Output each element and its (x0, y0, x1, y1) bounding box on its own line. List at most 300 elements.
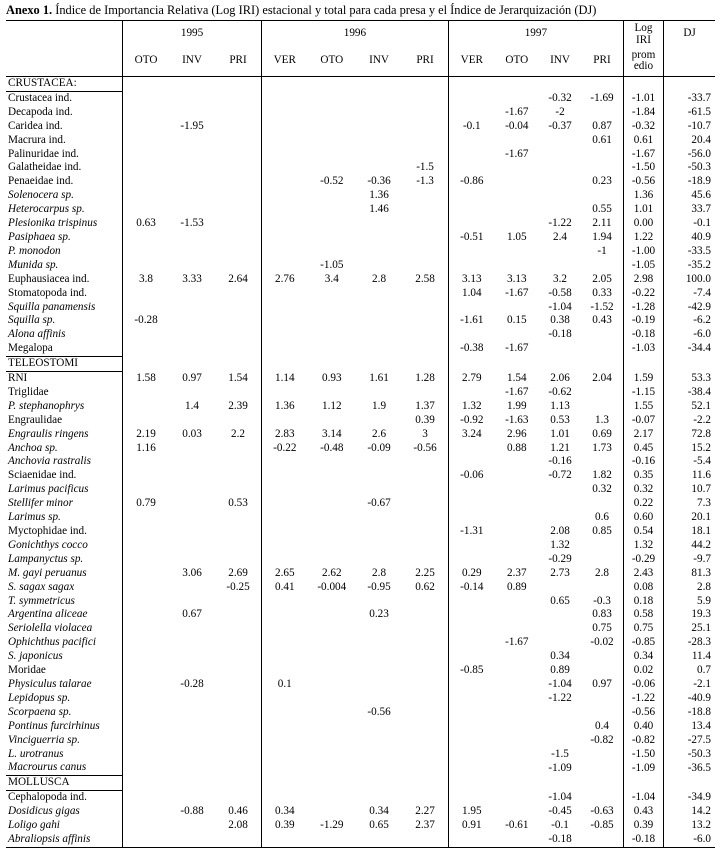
dj-cell: -40.9 (664, 692, 715, 706)
table-row (6, 567, 715, 581)
iri-cell (261, 217, 307, 231)
dj-cell: -5.4 (664, 455, 715, 469)
iri-cell (261, 120, 307, 134)
iri-cell (123, 748, 169, 762)
iri-cell (169, 314, 215, 328)
iri-cell (215, 539, 261, 553)
dj-cell: 13.4 (664, 720, 715, 734)
dj-cell: -0.1 (664, 217, 715, 231)
iri-cell: -0.63 (590, 805, 614, 818)
prey-name: Anchovia rastralis (8, 455, 91, 468)
dj-cell: 11.6 (664, 469, 715, 483)
iri-cell: 2.04 (592, 371, 612, 384)
iri-cell (215, 678, 261, 692)
log-iri-cell: -1.84 (623, 106, 663, 120)
iri-cell (495, 189, 539, 203)
log-iri-cell: -0.16 (623, 455, 663, 469)
iri-cell (261, 386, 307, 400)
iri-cell (308, 148, 356, 162)
log-iri-cell: -1.50 (623, 748, 663, 762)
iri-cell (356, 791, 402, 805)
log-iri-cell: 0.45 (623, 442, 663, 456)
table-row (6, 120, 715, 134)
iri-cell: -0.02 (590, 636, 614, 649)
iri-cell (402, 608, 448, 622)
table-title (6, 3, 596, 18)
table-row (6, 748, 715, 762)
iri-cell (539, 189, 581, 203)
dj-cell: 81.3 (664, 567, 715, 581)
dj-cell: 19.3 (664, 608, 715, 622)
iri-cell: 0.69 (592, 427, 612, 440)
iri-cell (123, 567, 169, 581)
prey-name: Triglidae (8, 385, 49, 398)
iri-cell: 0.97 (182, 371, 202, 384)
iri-cell (261, 664, 307, 678)
iri-cell (261, 483, 307, 497)
iri-cell (581, 400, 623, 414)
iri-cell (402, 217, 448, 231)
iri-cell (123, 581, 169, 595)
iri-cell: -0.04 (505, 119, 529, 132)
iri-cell: 0.63 (123, 217, 169, 231)
prey-name: Squilla sp. (8, 314, 56, 327)
iri-cell: 0.89 (550, 664, 570, 677)
iri-cell (261, 414, 307, 428)
iri-cell: 2.58 (415, 272, 435, 285)
table-row (6, 106, 715, 120)
iri-cell: -0.45 (548, 805, 572, 818)
iri-cell (448, 833, 494, 847)
log-iri-cell: -0.56 (623, 175, 663, 189)
header-row-years (6, 21, 715, 47)
iri-cell (123, 791, 169, 805)
iri-cell (495, 678, 539, 692)
dj-cell: -33.5 (664, 245, 715, 259)
iri-cell (448, 189, 494, 203)
log-iri-cell: -1.28 (623, 301, 663, 315)
iri-cell (215, 706, 261, 720)
table-row (6, 622, 715, 636)
iri-cell (448, 678, 494, 692)
iri-cell (215, 833, 261, 847)
iri-cell (356, 469, 402, 483)
iri-cell: 2.2 (231, 427, 246, 440)
table-row (6, 414, 715, 428)
iri-cell (261, 720, 307, 734)
iri-cell: 1.61 (369, 371, 389, 384)
year-1996: 1996 (261, 21, 448, 47)
table-row (6, 217, 715, 231)
iri-cell (356, 833, 402, 847)
iri-cell (123, 692, 169, 706)
iri-cell (402, 539, 448, 553)
iri-cell: -1.67 (505, 385, 529, 398)
iri-cell: -0.25 (226, 580, 250, 593)
iri-cell (261, 525, 307, 539)
iri-cell (308, 525, 356, 539)
prey-name: P. monodon (8, 244, 61, 257)
log-iri-cell: 1.32 (623, 539, 663, 553)
iri-cell (495, 791, 539, 805)
iri-cell: 0.46 (228, 805, 248, 818)
iri-cell (215, 259, 261, 273)
log-iri-cell: 0.39 (623, 819, 663, 833)
iri-cell (495, 455, 539, 469)
prey-name: Larimus pacificus (8, 483, 89, 496)
dj-cell: -42.9 (664, 301, 715, 315)
dj-cell: -50.3 (664, 161, 715, 175)
table-row (6, 372, 715, 386)
iri-cell: 2.05 (592, 272, 612, 285)
dj-cell: 72.8 (664, 428, 715, 442)
iri-cell: -0.38 (448, 342, 494, 356)
iri-cell: 1.54 (507, 371, 527, 384)
table-row (6, 161, 715, 175)
dj-cell: -36.5 (664, 761, 715, 775)
iri-cell: -1.95 (180, 119, 204, 132)
iri-cell (581, 650, 623, 664)
iri-cell: -1.69 (590, 91, 614, 104)
prey-name: Stomatopoda ind. (8, 286, 87, 299)
iri-cell (356, 622, 402, 636)
iri-cell (581, 189, 623, 203)
iri-cell: -1.04 (548, 300, 572, 313)
dj-cell: -35.2 (664, 259, 715, 273)
iri-cell (215, 386, 261, 400)
prey-name: S. japonicus (8, 650, 63, 663)
iri-cell: -0.62 (548, 385, 572, 398)
iri-cell: 2.8 (372, 272, 387, 285)
iri-cell: -1.67 (505, 342, 529, 355)
iri-cell: -0.86 (448, 175, 494, 189)
season-header: VER (261, 46, 307, 77)
dj-cell: 13.2 (664, 819, 715, 833)
iri-cell: 2.83 (261, 428, 307, 442)
iri-cell (539, 608, 581, 622)
log-iri-cell: 0.32 (623, 483, 663, 497)
iri-cell (448, 706, 494, 720)
iri-cell (495, 469, 539, 483)
iri-cell (448, 328, 494, 342)
table-row (6, 833, 715, 847)
table-row (6, 259, 715, 273)
iri-cell (215, 175, 261, 189)
iri-cell (123, 664, 169, 678)
table-row (6, 273, 715, 287)
iri-cell: -0.48 (320, 441, 344, 454)
iri-cell (356, 692, 402, 706)
iri-cell (123, 525, 169, 539)
iri-cell: 0.33 (592, 286, 612, 299)
iri-cell: 2.37 (415, 819, 435, 832)
iri-cell: 1.54 (228, 371, 248, 384)
iri-cell: -0.28 (123, 314, 169, 328)
iri-cell (402, 595, 448, 609)
iri-cell: 0.6 (595, 511, 609, 524)
iri-cell: 1.3 (595, 413, 609, 426)
iri-cell: 0.34 (550, 650, 570, 663)
iri-cell (215, 553, 261, 567)
iri-cell (308, 692, 356, 706)
iri-cell (261, 175, 307, 189)
dj-cell: 0.7 (664, 664, 715, 678)
iri-cell: 0.65 (550, 594, 570, 607)
iri-cell: 0.32 (592, 483, 612, 496)
dj-cell: -7.4 (664, 287, 715, 301)
iri-cell: -0.28 (180, 677, 204, 690)
dj-cell: 33.7 (664, 203, 715, 217)
dj-cell: -28.3 (664, 636, 715, 650)
iri-cell (308, 706, 356, 720)
prey-name: Gonichthys cocco (8, 538, 88, 551)
prey-name: Ophichthus pacifici (8, 636, 96, 649)
log-iri-cell: -1.01 (623, 91, 663, 105)
iri-cell (169, 414, 215, 428)
iri-cell: 1.13 (550, 399, 570, 412)
iri-cell: -0.72 (548, 469, 572, 482)
iri-cell: 0.89 (507, 580, 527, 593)
iri-cell (123, 386, 169, 400)
iri-cell: 3.14 (322, 427, 342, 440)
iri-cell (495, 134, 539, 148)
table-row (6, 328, 715, 342)
prey-name: Lepidopus sp. (8, 691, 71, 704)
iri-cell (581, 553, 623, 567)
iri-cell: -1.61 (448, 314, 494, 328)
iri-cell (308, 217, 356, 231)
iri-cell: 2.73 (550, 566, 570, 579)
iri-cell (448, 148, 494, 162)
iri-cell (402, 650, 448, 664)
iri-cell (581, 581, 623, 595)
prey-name: Pontinus furcirhinus (8, 719, 100, 732)
iri-cell (448, 134, 494, 148)
iri-cell (581, 161, 623, 175)
iri-cell (448, 734, 494, 748)
iri-cell (308, 650, 356, 664)
iri-cell (215, 328, 261, 342)
iri-cell: -0.3 (593, 594, 611, 607)
log-iri-cell: 0.58 (623, 608, 663, 622)
iri-cell (261, 314, 307, 328)
iri-cell (356, 525, 402, 539)
iri-cell (402, 287, 448, 301)
iri-cell (402, 497, 448, 511)
iri-cell (356, 134, 402, 148)
iri-cell (215, 134, 261, 148)
iri-cell (448, 608, 494, 622)
table-row (6, 553, 715, 567)
iri-cell (356, 231, 402, 245)
iri-cell (402, 259, 448, 273)
iri-cell: -1.67 (505, 105, 529, 118)
table-row (6, 386, 715, 400)
iri-cell (308, 720, 356, 734)
iri-cell (308, 106, 356, 120)
iri-cell: 1.94 (592, 230, 612, 243)
iri-cell (539, 511, 581, 525)
iri-cell: 2.65 (261, 567, 307, 581)
prey-name: Moridae (8, 664, 46, 677)
iri-cell (356, 301, 402, 315)
iri-cell: 0.34 (261, 805, 307, 819)
iri-cell (581, 706, 623, 720)
iri-cell: -1.3 (416, 175, 434, 188)
prey-name: Decapoda ind. (8, 105, 73, 118)
table-row (6, 287, 715, 301)
iri-cell: 0.38 (550, 314, 570, 327)
iri-cell: -0.85 (448, 664, 494, 678)
iri-cell (495, 761, 539, 775)
iri-cell: 1.21 (550, 441, 570, 454)
iri-cell (402, 622, 448, 636)
table-row (6, 664, 715, 678)
iri-cell: -0.09 (367, 441, 391, 454)
iri-cell: -0.82 (590, 733, 614, 746)
table-row (6, 525, 715, 539)
log-iri-cell: -0.07 (623, 414, 663, 428)
log-iri-cell: 0.61 (623, 134, 663, 148)
dj-cell: 20.1 (664, 511, 715, 525)
iri-cell (402, 553, 448, 567)
iri-cell (356, 342, 402, 356)
dj-cell: -27.5 (664, 734, 715, 748)
iri-cell (215, 720, 261, 734)
iri-cell (308, 328, 356, 342)
prey-name: Euphausiacea ind. (8, 272, 90, 285)
log-iri-cell: -1.67 (623, 148, 663, 162)
iri-cell (356, 414, 402, 428)
iri-cell (308, 231, 356, 245)
iri-cell (169, 539, 215, 553)
iri-cell (169, 342, 215, 356)
table-row (6, 805, 715, 819)
iri-cell: -1.04 (548, 790, 572, 803)
iri-cell: 1.95 (448, 805, 494, 819)
iri-cell (169, 734, 215, 748)
iri-cell: 1.14 (261, 372, 307, 386)
dj-cell: 25.1 (664, 622, 715, 636)
iri-cell (448, 539, 494, 553)
iri-cell (215, 217, 261, 231)
iri-cell (261, 833, 307, 847)
prey-name: Munida sp. (8, 258, 59, 271)
iri-cell: -0.06 (448, 469, 494, 483)
iri-cell (356, 483, 402, 497)
iri-cell (448, 692, 494, 706)
dj-cell: -61.5 (664, 106, 715, 120)
iri-cell (215, 442, 261, 456)
iri-cell (215, 106, 261, 120)
prey-name: Crustacea ind. (8, 91, 72, 104)
iri-cell (448, 245, 494, 259)
prey-name: Scorpaena sp. (8, 705, 72, 718)
iri-cell (448, 791, 494, 805)
iri-cell (169, 259, 215, 273)
iri-cell: 0.75 (592, 622, 612, 635)
iri-cell (123, 301, 169, 315)
table-row (6, 148, 715, 162)
iri-cell: 1.37 (415, 399, 435, 412)
iri-cell (215, 734, 261, 748)
iri-cell (581, 342, 623, 356)
iri-cell (215, 287, 261, 301)
iri-cell (261, 595, 307, 609)
iri-cell (448, 203, 494, 217)
log-iri-cell: 0.02 (623, 664, 663, 678)
iri-cell (215, 525, 261, 539)
iri-cell (402, 525, 448, 539)
table-row (6, 608, 715, 622)
iri-cell (261, 287, 307, 301)
iri-cell (495, 203, 539, 217)
iri-cell (402, 148, 448, 162)
iri-cell (123, 720, 169, 734)
iri-cell: 3.33 (182, 272, 202, 285)
iri-cell (495, 553, 539, 567)
dj-cell: 100.0 (664, 273, 715, 287)
iri-cell: 1.82 (592, 469, 612, 482)
season-header: INV (169, 46, 215, 77)
iri-cell (402, 511, 448, 525)
season-header: OTO (495, 46, 539, 77)
iri-cell (261, 469, 307, 483)
iri-cell: 1.28 (415, 371, 435, 384)
iri-cell (261, 539, 307, 553)
dj-cell: 52.1 (664, 400, 715, 414)
iri-cell (448, 497, 494, 511)
iri-cell (169, 761, 215, 775)
dj-cell: 18.1 (664, 525, 715, 539)
log-iri-cell: 0.54 (623, 525, 663, 539)
log-iri-cell: 0.00 (623, 217, 663, 231)
iri-cell: -0.58 (548, 286, 572, 299)
iri-cell (123, 734, 169, 748)
iri-cell (581, 539, 623, 553)
iri-cell: 0.1 (261, 678, 307, 692)
iri-cell (356, 106, 402, 120)
log-iri-cell: -0.56 (623, 706, 663, 720)
iri-cell: 0.53 (550, 413, 570, 426)
iri-cell: 0.85 (592, 525, 612, 537)
iri-cell (261, 511, 307, 525)
iri-cell (448, 301, 494, 315)
iri-cell: 2.8 (372, 566, 387, 579)
iri-cell: -1.67 (505, 147, 529, 160)
iri-cell (402, 301, 448, 315)
iri-cell (539, 622, 581, 636)
iri-cell (123, 245, 169, 259)
iri-cell (308, 120, 356, 134)
iri-cell (261, 636, 307, 650)
table-row (6, 539, 715, 553)
log-iri-cell: -0.18 (623, 833, 663, 847)
iri-cell (215, 120, 261, 134)
iri-cell: 2.4 (553, 230, 568, 243)
iri-cell (169, 161, 215, 175)
iri-cell: 2.19 (123, 428, 169, 442)
dj-cell: -9.7 (664, 553, 715, 567)
prey-name: Megalopa (8, 342, 53, 355)
iri-cell: 2.76 (261, 273, 307, 287)
log-iri-cell: 0.60 (623, 511, 663, 525)
iri-cell: -0.37 (548, 119, 572, 132)
iri-cell (402, 189, 448, 203)
iri-cell: 1.04 (448, 287, 494, 301)
iri-cell (356, 455, 402, 469)
iri-cell: -1.05 (320, 258, 344, 271)
